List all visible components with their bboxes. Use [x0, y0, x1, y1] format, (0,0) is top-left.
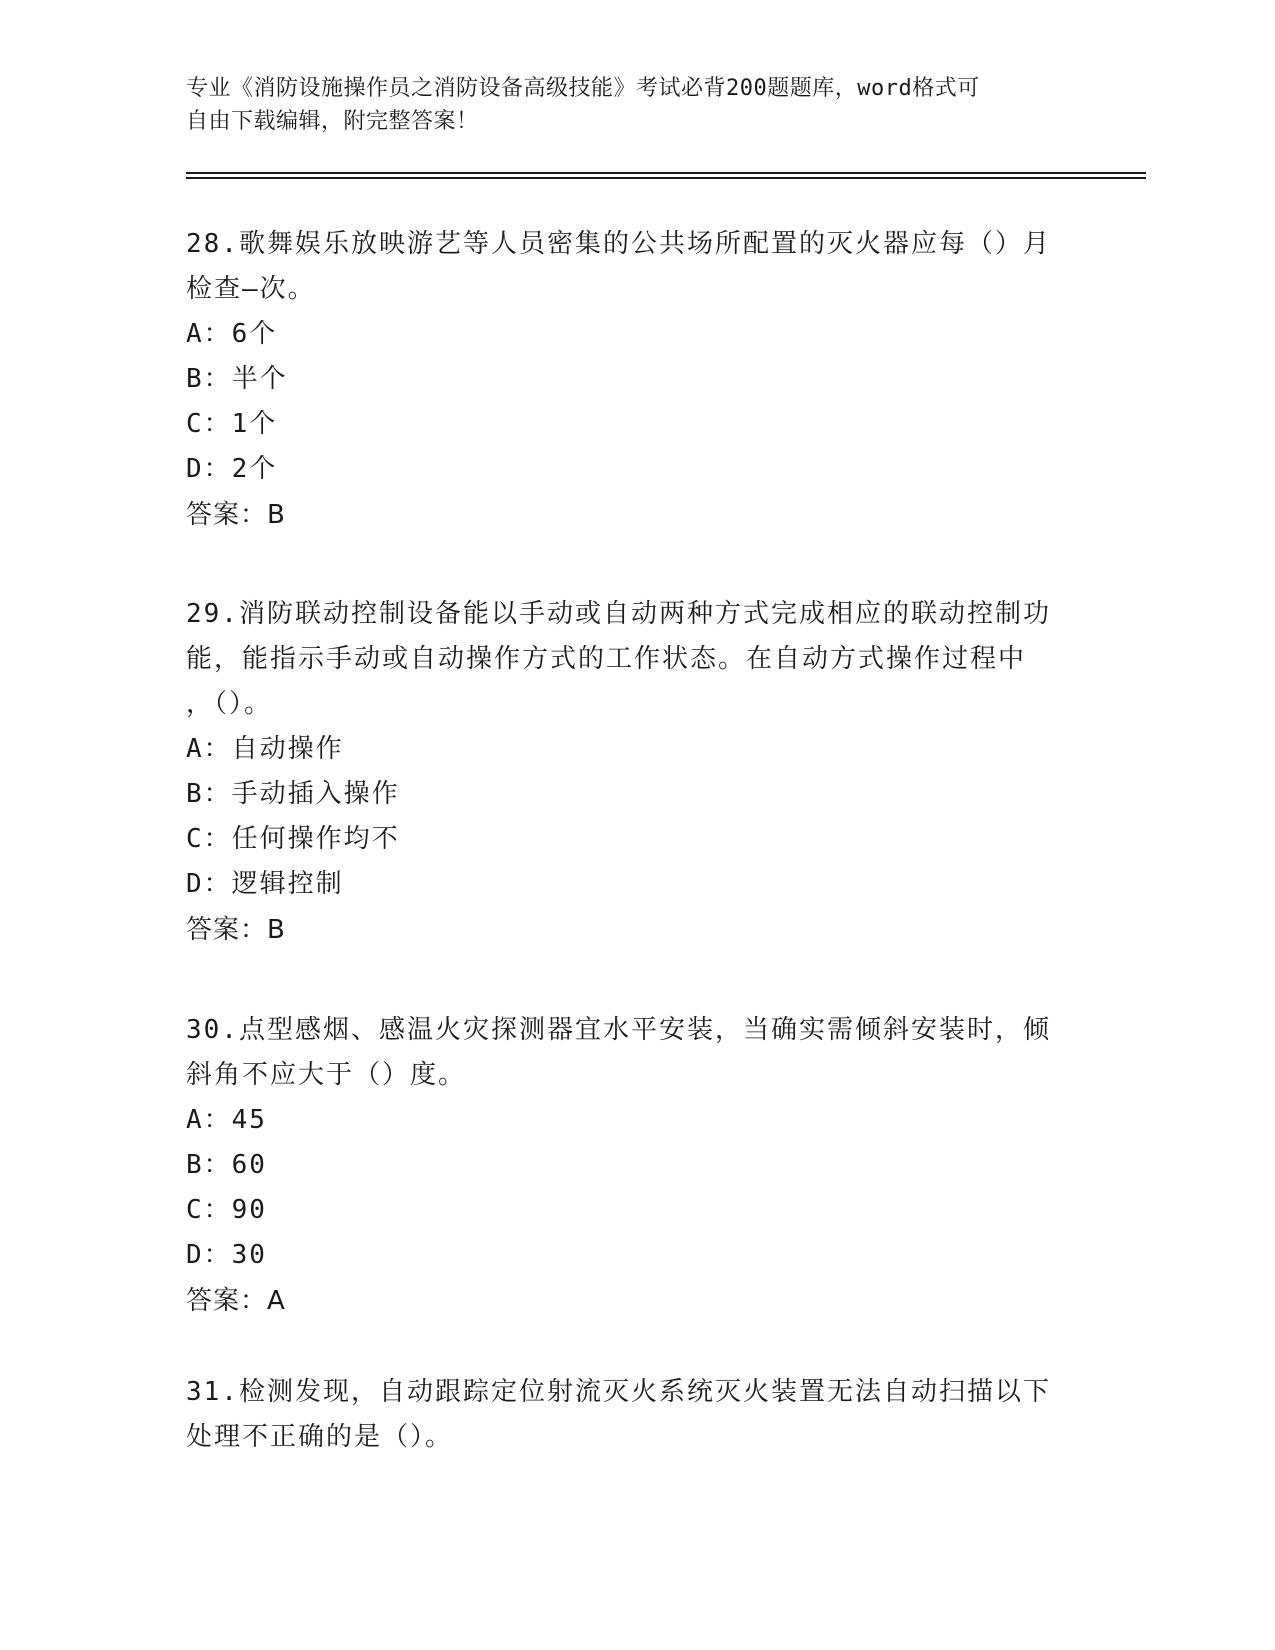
- question-stem-line: 能，能指示手动或自动操作方式的工作状态。在自动方式操作过程中: [186, 644, 1027, 674]
- option-c: C：90: [186, 1195, 267, 1225]
- header-rule-top: [186, 172, 1146, 174]
- question-stem-line: 31.检测发现，自动跟踪定位射流灭火系统灭火装置无法自动扫描以下: [186, 1377, 1051, 1407]
- question-31: [186, 1370, 1066, 1460]
- option-a: A：45: [186, 1105, 267, 1135]
- question-stem-line: ，（）。: [186, 689, 273, 719]
- question-29: [186, 592, 1066, 953]
- question-stem-line: 检查—次。: [186, 274, 316, 304]
- question-stem-line: 30.点型感烟、感温火灾探测器宜水平安装，当确实需倾斜安装时，倾: [186, 1015, 1051, 1045]
- question-30: [186, 1008, 1066, 1324]
- option-b: B：手动插入操作: [186, 779, 400, 809]
- option-a: A：6个: [186, 319, 278, 349]
- question-stem-line: 29.消防联动控制设备能以手动或自动两种方式完成相应的联动控制功: [186, 599, 1051, 629]
- question-28: [186, 222, 1066, 538]
- option-c: C：任何操作均不: [186, 824, 400, 854]
- option-b: B：60: [186, 1150, 267, 1180]
- option-d: D：2个: [186, 454, 278, 484]
- header-line-2: 自由下载编辑，附完整答案！: [186, 109, 479, 134]
- question-stem-line: 斜角不应大于（）度。: [186, 1060, 467, 1090]
- header-rule-bottom: [186, 177, 1146, 179]
- answer-line: 答案：B: [186, 500, 286, 530]
- option-d: D：逻辑控制: [186, 869, 344, 899]
- option-b: B：半个: [186, 364, 288, 394]
- question-stem-line: 28.歌舞娱乐放映游艺等人员密集的公共场所配置的灭火器应每（）月: [186, 229, 1051, 259]
- option-c: C：1个: [186, 409, 278, 439]
- answer-line: 答案：A: [186, 1286, 286, 1316]
- option-a: A：自动操作: [186, 734, 344, 764]
- question-stem-line: 处理不正确的是（）。: [186, 1422, 454, 1452]
- header-line-1: 专业《消防设施操作员之消防设备高级技能》考试必背200题题库，word格式可: [186, 76, 980, 101]
- answer-line: 答案：B: [186, 915, 286, 945]
- document-header: [186, 72, 1066, 138]
- option-d: D：30: [186, 1240, 267, 1270]
